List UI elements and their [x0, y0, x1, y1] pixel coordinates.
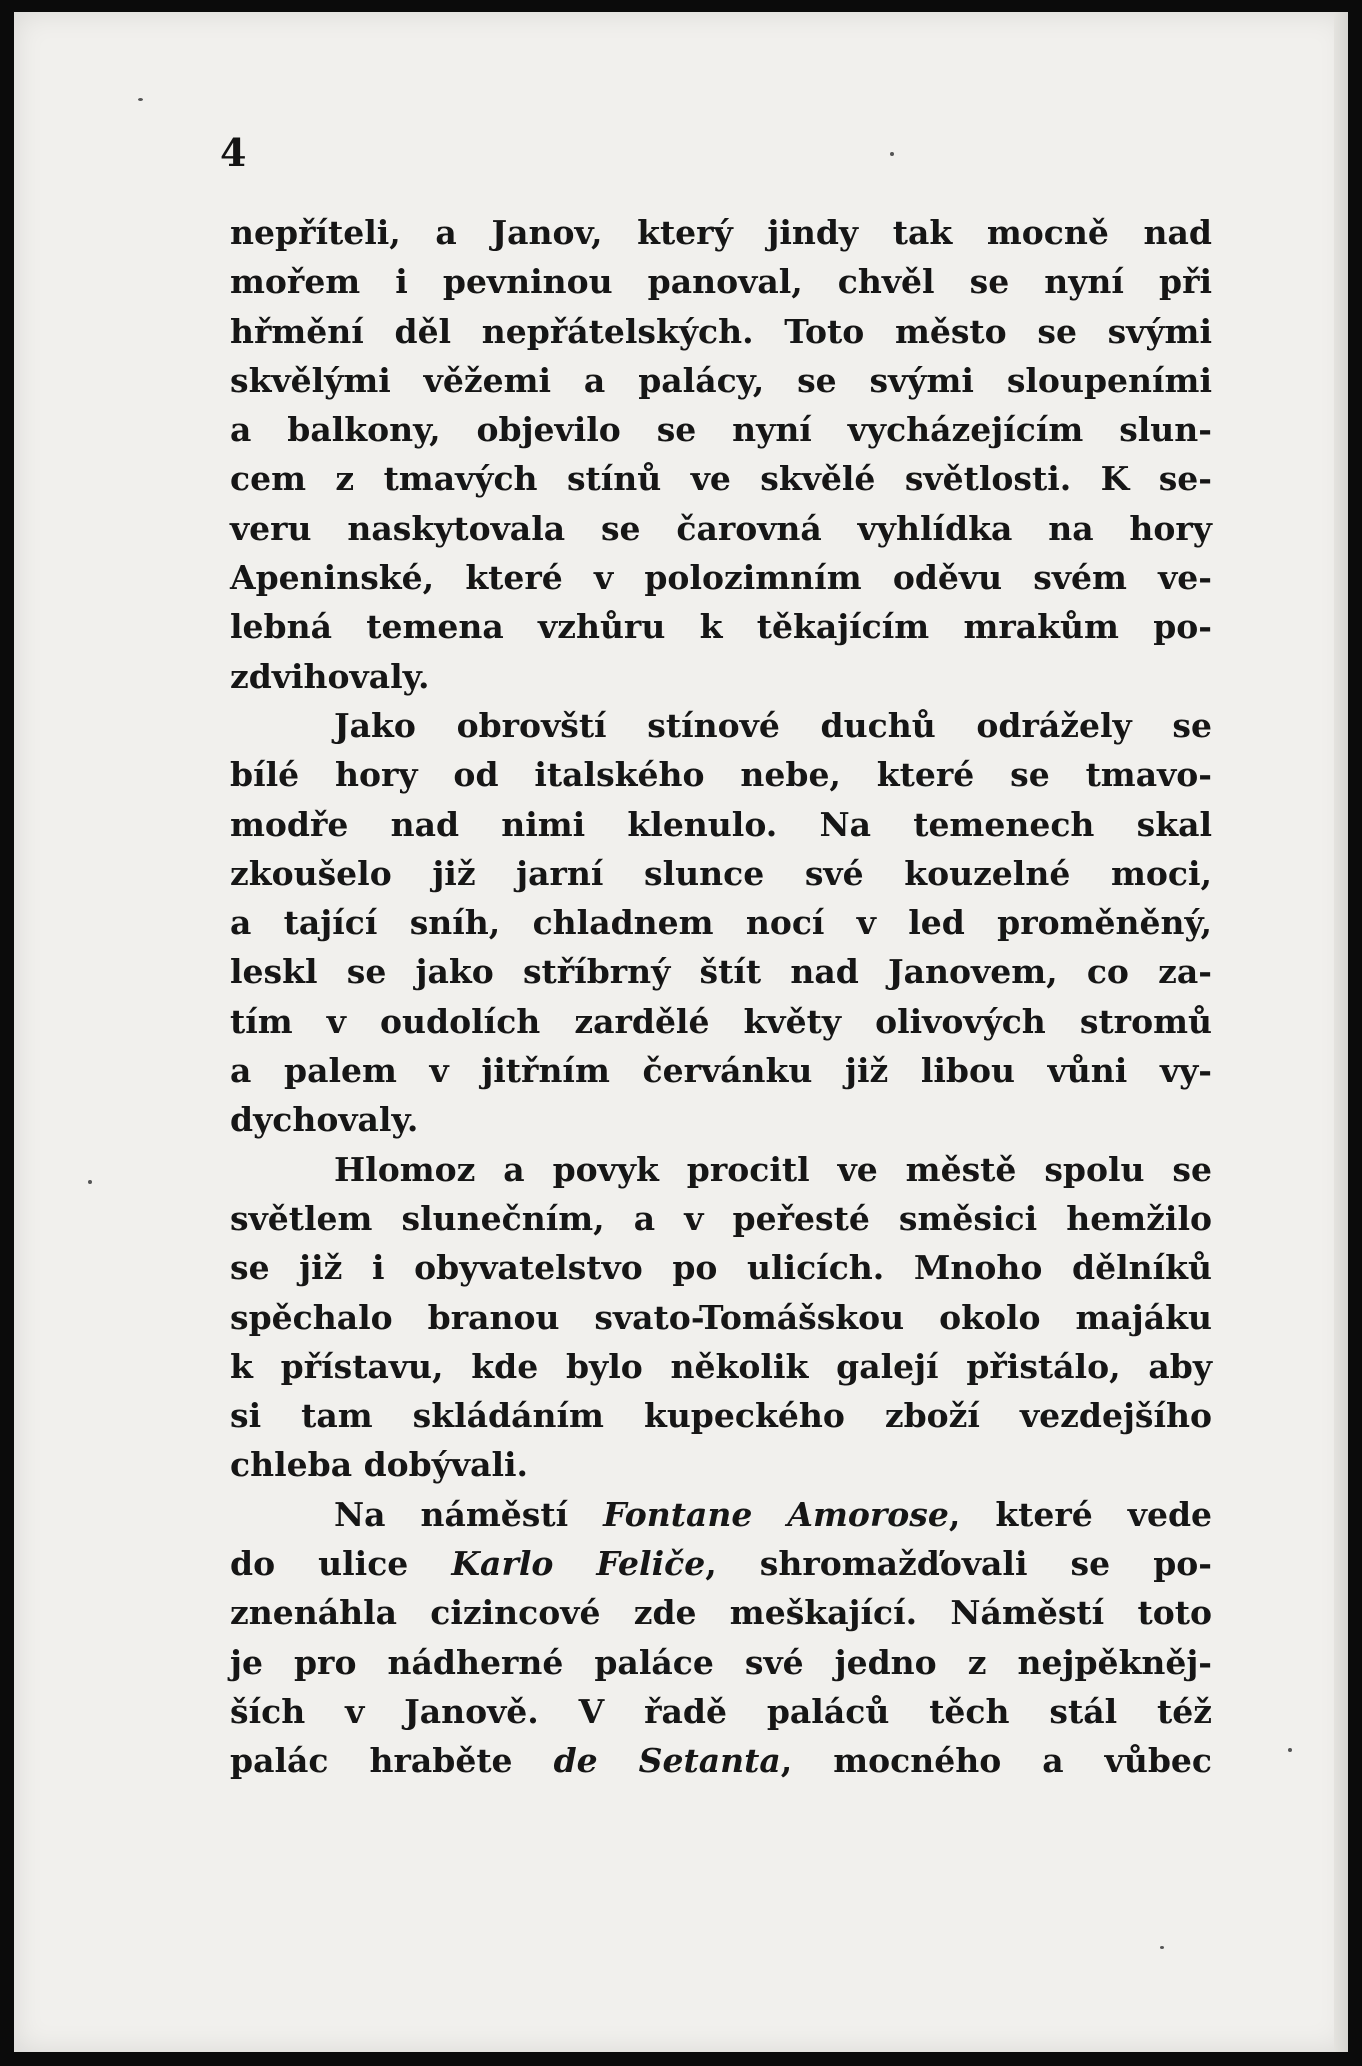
page-number: 4 — [220, 130, 247, 175]
dust-speck — [1288, 1748, 1292, 1752]
text-segment: , mocného a vůbec — [780, 1741, 1212, 1781]
text-line — [230, 947, 1212, 996]
dust-speck — [88, 1180, 92, 1184]
text-segment: si tam skládáním kupeckého zboží vezdejšího — [230, 1396, 1212, 1436]
text-line — [230, 898, 1212, 947]
text-line — [230, 1145, 1212, 1194]
text-line — [230, 652, 1212, 701]
text-segment: světlem slunečním, a v peřesté směsici hemžilo — [230, 1198, 1212, 1238]
text-line — [230, 1046, 1212, 1095]
page-edge — [1334, 12, 1348, 2052]
text-segment: k přístavu, kde bylo několik galejí přistálo, aby — [230, 1346, 1212, 1386]
text-line — [230, 307, 1212, 356]
text-segment: zdvihovaly. — [230, 656, 430, 696]
text-segment: , které vede — [948, 1494, 1213, 1534]
text-segment: , shromažďovali se po- — [705, 1544, 1212, 1584]
text-line — [230, 1293, 1212, 1342]
text-line — [230, 405, 1212, 454]
dust-speck — [1160, 1946, 1164, 1949]
text-segment: tím v oudolích zardělé květy olivových stromů — [230, 1001, 1212, 1041]
text-segment: Jako obrovští stínové duchů odrážely se — [334, 705, 1212, 745]
text-line — [230, 1539, 1212, 1588]
text-line — [230, 1095, 1212, 1144]
text-line — [230, 1588, 1212, 1637]
text-line — [230, 1243, 1212, 1292]
text-segment: spěchalo branou svato-Tomášskou okolo majáku — [230, 1297, 1212, 1337]
text-line — [230, 1440, 1212, 1489]
text-segment: leskl se jako stříbrný štít nad Janovem, co za- — [230, 952, 1212, 992]
text-segment: do ulice — [230, 1544, 452, 1584]
dust-speck — [890, 152, 894, 156]
text-line — [230, 504, 1212, 553]
text-segment: zkoušelo již jarní slunce své kouzelné moci, — [230, 853, 1212, 893]
text-line — [230, 849, 1212, 898]
text-segment: dychovaly. — [230, 1100, 419, 1140]
italic-text-segment: Fontane Amorose — [603, 1494, 949, 1534]
text-line — [230, 208, 1212, 257]
text-line — [230, 1391, 1212, 1440]
text-line — [230, 257, 1212, 306]
text-segment: a palem v jitřním červánku již libou vůni vy- — [230, 1051, 1212, 1091]
text-line — [230, 1342, 1212, 1391]
text-segment: cem z tmavých stínů ve skvělé světlosti. K se- — [230, 459, 1212, 499]
text-line — [230, 602, 1212, 651]
text-segment: Apeninské, které v polozimním oděvu svém ve- — [230, 558, 1212, 598]
text-segment: nepříteli, a Janov, který jindy tak mocně nad — [230, 213, 1212, 252]
text-segment: hřmění děl nepřátelských. Toto město se svými — [230, 311, 1212, 351]
text-segment: a tající sníh, chladnem nocí v led proměněný, — [230, 903, 1212, 943]
text-line — [230, 356, 1212, 405]
text-segment: lebná temena vzhůru k těkajícím mrakům po- — [230, 607, 1212, 647]
italic-text-segment: de Setanta — [553, 1741, 781, 1781]
text-line — [230, 1194, 1212, 1243]
italic-text-segment: Karlo Feliče — [451, 1544, 706, 1584]
text-segment: Hlomoz a povyk procitl ve městě spolu se — [334, 1149, 1212, 1189]
dust-speck — [138, 98, 143, 101]
text-segment: se již i obyvatelstvo po ulicích. Mnoho dělníků — [230, 1248, 1212, 1288]
text-segment: veru naskytovala se čarovná vyhlídka na hory — [230, 508, 1212, 548]
book-page — [14, 12, 1348, 2052]
text-segment: modře nad nimi klenulo. Na temenech skal — [230, 804, 1212, 844]
text-segment: ších v Janově. V řadě paláců těch stál též — [230, 1691, 1212, 1731]
text-line — [230, 701, 1212, 750]
text-segment: chleba dobývali. — [230, 1445, 529, 1485]
text-line — [230, 1687, 1212, 1736]
text-segment: mořem i pevninou panoval, chvěl se nyní při — [230, 262, 1212, 302]
text-line — [230, 1638, 1212, 1687]
text-line — [230, 997, 1212, 1046]
text-line — [230, 1490, 1212, 1539]
text-line — [230, 750, 1212, 799]
text-line — [230, 553, 1212, 602]
text-segment: Na náměstí — [334, 1494, 604, 1534]
text-line — [230, 800, 1212, 849]
body-text — [230, 208, 1212, 1786]
text-line — [230, 1736, 1212, 1785]
text-segment: bílé hory od italského nebe, které se tmavo- — [230, 755, 1212, 795]
text-segment: je pro nádherné paláce své jedno z nejpěkněj- — [230, 1642, 1212, 1682]
text-segment: palác hraběte — [230, 1741, 554, 1781]
text-line — [230, 454, 1212, 503]
text-segment: a balkony, objevilo se nyní vycházejícím slun- — [230, 410, 1212, 450]
text-segment: znenáhla cizincové zde meškající. Náměstí toto — [230, 1593, 1212, 1633]
text-segment: skvělými věžemi a palácy, se svými sloupeními — [230, 360, 1212, 400]
